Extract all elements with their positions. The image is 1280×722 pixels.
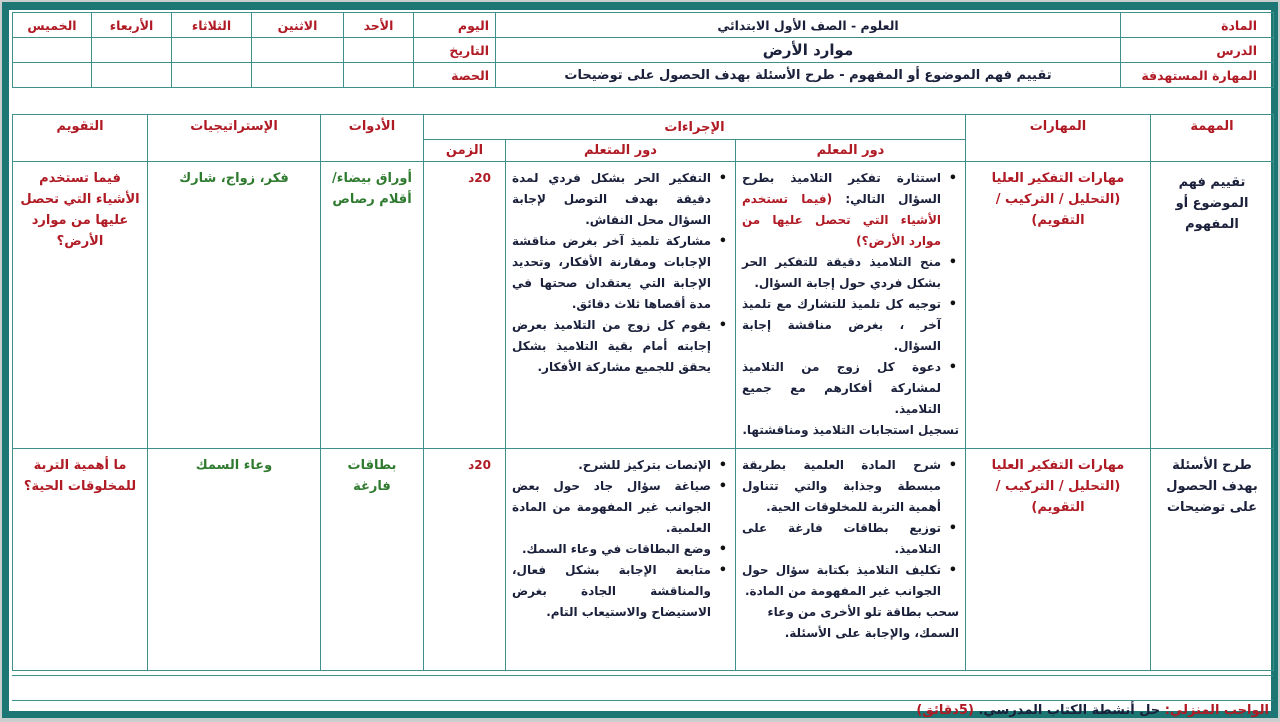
day-monday: الاثنين bbox=[252, 13, 344, 38]
homework-label: الواجب المنزلي: bbox=[1164, 703, 1269, 718]
target-skill-label: المهارة المستهدفة bbox=[1121, 63, 1274, 88]
header-time: الزمن bbox=[424, 140, 506, 162]
homework-text: حل أنشطة الكتاب المدرسي. bbox=[973, 703, 1165, 718]
learner-role-cell bbox=[506, 162, 736, 449]
teacher-role-cell bbox=[736, 162, 966, 449]
time-cell: 20د bbox=[424, 449, 506, 671]
date-label: التاريخ bbox=[414, 38, 496, 63]
evaluation-cell: فيما تستخدم الأشياء التي تحصل عليها من موارد الأرض؟ bbox=[13, 162, 148, 449]
period-cell bbox=[172, 63, 252, 88]
date-cell bbox=[92, 38, 172, 63]
date-cell bbox=[252, 38, 344, 63]
period-cell bbox=[252, 63, 344, 88]
period-cell bbox=[92, 63, 172, 88]
list-item: • توجيه كل تلميذ للتشارك مع تلميذ آخر ، بغرض مناقشة إجابة السؤال. bbox=[742, 294, 941, 357]
time-cell: 20د bbox=[424, 162, 506, 449]
table-row bbox=[13, 162, 1274, 449]
blank-row bbox=[12, 675, 1273, 701]
strategies-cell: وعاء السمك bbox=[148, 449, 321, 671]
header-procedures: الإجراءات bbox=[424, 115, 966, 140]
learner-role-cell bbox=[506, 449, 736, 671]
list-item: • صياغة سؤال جاد حول بعض الجوانب غير المفهومة من المادة العلمية. bbox=[512, 476, 711, 539]
list-item: • التفكير الحر بشكل فردي لمدة دقيقة بهدف التوصل لإجابة السؤال محل النقاش. bbox=[512, 168, 711, 231]
list-item: • مشاركة تلميذ آخر بغرض مناقشة الإجابات ومقارنة الأفكار، وتحديد الإجابة التي يعتقدان صحتها في مدة أقصاها ثلاث دقائق. bbox=[512, 231, 711, 315]
header-learner-role: دور المتعلم bbox=[506, 140, 736, 162]
period-cell bbox=[344, 63, 414, 88]
lesson-title: موارد الأرض bbox=[496, 38, 1121, 63]
teacher-note: سحب بطاقة تلو الأخرى من وعاء السمك، والإجابة على الأسئلة. bbox=[767, 605, 959, 640]
target-skill-value: تقييم فهم الموضوع أو المفهوم - طرح الأسئلة بهدف الحصول على توضيحات bbox=[496, 63, 1121, 88]
evaluation-cell: ما أهمية التربة للمخلوقات الحية؟ bbox=[13, 449, 148, 671]
list-item: • توزيع بطاقات فارغة على التلاميذ. bbox=[742, 518, 941, 560]
homework-duration: (5دقائق) bbox=[916, 703, 974, 718]
list-item: • الإنصات بتركيز للشرح. bbox=[512, 455, 711, 476]
procedures-table bbox=[12, 114, 1274, 671]
teacher-question-text: (فيما تستخدم الأشياء التي تحصل عليها من موارد الأرض؟) bbox=[742, 192, 941, 248]
list-item: • يقوم كل زوج من التلاميذ بعرض إجابته أمام بقية التلاميذ بشكل يحقق للجميع مشاركة الأفكار. bbox=[512, 315, 711, 378]
teacher-role-cell bbox=[736, 449, 966, 671]
period-label: الحصة bbox=[414, 63, 496, 88]
day-thursday: الخميس bbox=[13, 13, 92, 38]
skills-cell: مهارات التفكير العليا (التحليل / التركيب / التقويم) bbox=[966, 162, 1151, 449]
subject-label: المادة bbox=[1121, 13, 1274, 38]
task-cell: تقييم فهم الموضوع أو المفهوم bbox=[1151, 162, 1274, 449]
header-task: المهمة bbox=[1151, 115, 1274, 162]
subject-value: العلوم - الصف الأول الابتدائي bbox=[496, 13, 1121, 38]
day-sunday: الأحد bbox=[344, 13, 414, 38]
blank-row bbox=[12, 91, 1273, 115]
teacher-step-text: استثارة تفكير التلاميذ بطرح السؤال التالي: bbox=[742, 171, 941, 206]
period-cell bbox=[13, 63, 92, 88]
strategies-cell: فكر، زواج، شارك bbox=[148, 162, 321, 449]
list-item: • وضع البطاقات في وعاء السمك. bbox=[512, 539, 711, 560]
tools-cell: أوراق بيضاء/ أقلام رصاص bbox=[321, 162, 424, 449]
list-item: • دعوة كل زوج من التلاميذ لمشاركة أفكارهم مع جميع التلاميذ. bbox=[742, 357, 941, 420]
skills-cell: مهارات التفكير العليا (التحليل / التركيب / التقويم) bbox=[966, 449, 1151, 671]
table-row bbox=[13, 449, 1274, 671]
list-item: • تكليف التلاميذ بكتابة سؤال حول الجوانب غير المفهومة من المادة. bbox=[742, 560, 941, 602]
homework-line bbox=[12, 700, 1273, 722]
list-item bbox=[742, 168, 941, 252]
lesson-plan-frame bbox=[2, 2, 1278, 718]
list-item: • منح التلاميذ دقيقة للتفكير الحر بشكل فردي حول إجابة السؤال. bbox=[742, 252, 941, 294]
date-cell bbox=[172, 38, 252, 63]
list-item: • شرح المادة العلمية بطريقة مبسطة وجذابة والتي تتناول أهمية التربة للمخلوقات الحية. bbox=[742, 455, 941, 518]
header-evaluation: التقويم bbox=[13, 115, 148, 162]
day-label: اليوم bbox=[414, 13, 496, 38]
lesson-label: الدرس bbox=[1121, 38, 1274, 63]
day-wednesday: الأربعاء bbox=[92, 13, 172, 38]
header-strategies: الإستراتيجيات bbox=[148, 115, 321, 162]
teacher-note: تسجيل استجابات التلاميذ ومناقشتها. bbox=[742, 423, 959, 437]
lesson-info-table bbox=[12, 12, 1274, 88]
header-skills: المهارات bbox=[966, 115, 1151, 162]
date-cell bbox=[13, 38, 92, 63]
header-teacher-role: دور المعلم bbox=[736, 140, 966, 162]
task-cell: طرح الأسئلة بهدف الحصول على توضيحات bbox=[1151, 449, 1274, 671]
tools-cell: بطاقات فارغة bbox=[321, 449, 424, 671]
date-cell bbox=[344, 38, 414, 63]
day-tuesday: الثلاثاء bbox=[172, 13, 252, 38]
list-item: • متابعة الإجابة بشكل فعال، والمناقشة الجادة بغرض الاستيضاح والاستيعاب التام. bbox=[512, 560, 711, 623]
header-tools: الأدوات bbox=[321, 115, 424, 162]
